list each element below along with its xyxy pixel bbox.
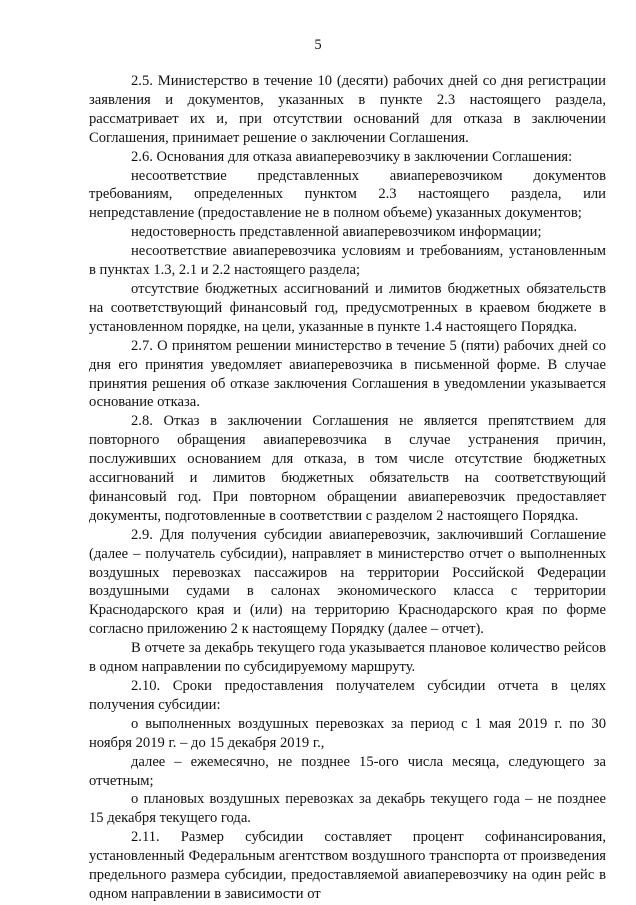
document-body	[89, 72, 606, 904]
paragraph-2-7: 2.7. О принятом решении министерство в течение 5 (пяти) рабочих дней со дня его принятия уведомляет авиаперевозчика в письменной форме. В случае принятия решения об отказе заключения Соглашения в уведомлении указывается основание отказа.	[89, 337, 606, 411]
paragraph-2-6-item-3: несоответствие авиаперевозчика условиям и требованиям, установленным в пунктах 1.3, 2.1 и 2.2 настоящего раздела;	[89, 243, 606, 279]
paragraph-2-10-item-3: о плановых воздушных перевозках за декабрь текущего года – не позднее 15 декабря текущего года.	[89, 791, 606, 827]
paragraph-2-10-item-2: далее – ежемесячно, не позднее 15-ого числа месяца, следующего за отчетным;	[89, 753, 606, 789]
paragraph-2-5: 2.5. Министерство в течение 10 (десяти) рабочих дней со дня регистрации заявления и документов, указанных в пункте 2.3 настоящего раздела, рассматривает их и, при отсутствии оснований для отказа в заключении Соглашения, принимает решение о заключении Соглашения.	[89, 73, 606, 146]
paragraph-2-9: 2.9. Для получения субсидии авиаперевозчик, заключивший Соглашение (далее – получатель субсидии), направляет в министерство отчет о выполненных воздушных перевозках пассажиров на территории Российской Федерации воздушными судами в салонах экономического класса с территории Краснодарского края и (или) на территорию Краснодарского края по форме согласно приложению 2 к настоящему Порядку (далее – отчет).	[89, 526, 606, 638]
paragraph-2-10: 2.10. Сроки предоставления получателем субсидии отчета в целях получения субсидии:	[89, 678, 606, 713]
paragraph-2-9-note: В отчете за декабрь текущего года указывается плановое количество рейсов в одном направлении по субсидируемому маршруту.	[89, 640, 606, 676]
paragraph-2-10-item-1: о выполненных воздушных перевозках за период с 1 мая 2019 г. по 30 ноября 2019 г. – до 15 декабря 2019 г.,	[89, 715, 606, 751]
paragraph-2-6-item-2: недостоверность представленной авиаперевозчиком информации;	[131, 224, 542, 241]
page-number: 5	[314, 37, 322, 53]
paragraph-2-6: 2.6. Основания для отказа авиаперевозчику в заключении Соглашения:	[131, 148, 573, 165]
paragraph-2-6-item-4: отсутствие бюджетных ассигнований и лимитов бюджетных обязательств на соответствующий финансовый год, предусмотренных в краевом бюджете в установленном порядке, на цели, указанные в пункте 1.4 настоящего Порядка.	[89, 280, 606, 335]
paragraph-2-8: 2.8. Отказ в заключении Соглашения не является препятствием для повторного обращения авиаперевозчика в случае устранения причин, послуживших основанием для отказа, в том числе отсутствие бюджетных ассигнований и лимитов бюджетных обязательств на соответствующий финансовый год. При повторном обращении авиаперевозчик предоставляет документы, подготовленные в соответствии с разделом 2 настоящего Порядка.	[89, 413, 606, 524]
paragraph-2-11: 2.11. Размер субсидии составляет процент софинансирования, установленный Федеральным агентством воздушного транспорта от произведения предельного размера субсидии, предоставляемой авиаперевозчику на один рейс в одном направлении в зависимости от	[89, 829, 606, 902]
paragraph-2-6-item-1: несоответствие представленных авиаперевозчиком документов требованиям, определенных пунктом 2.3 настоящего раздела, или непредставление (предоставление не в полном объеме) указанных документов;	[89, 167, 606, 222]
